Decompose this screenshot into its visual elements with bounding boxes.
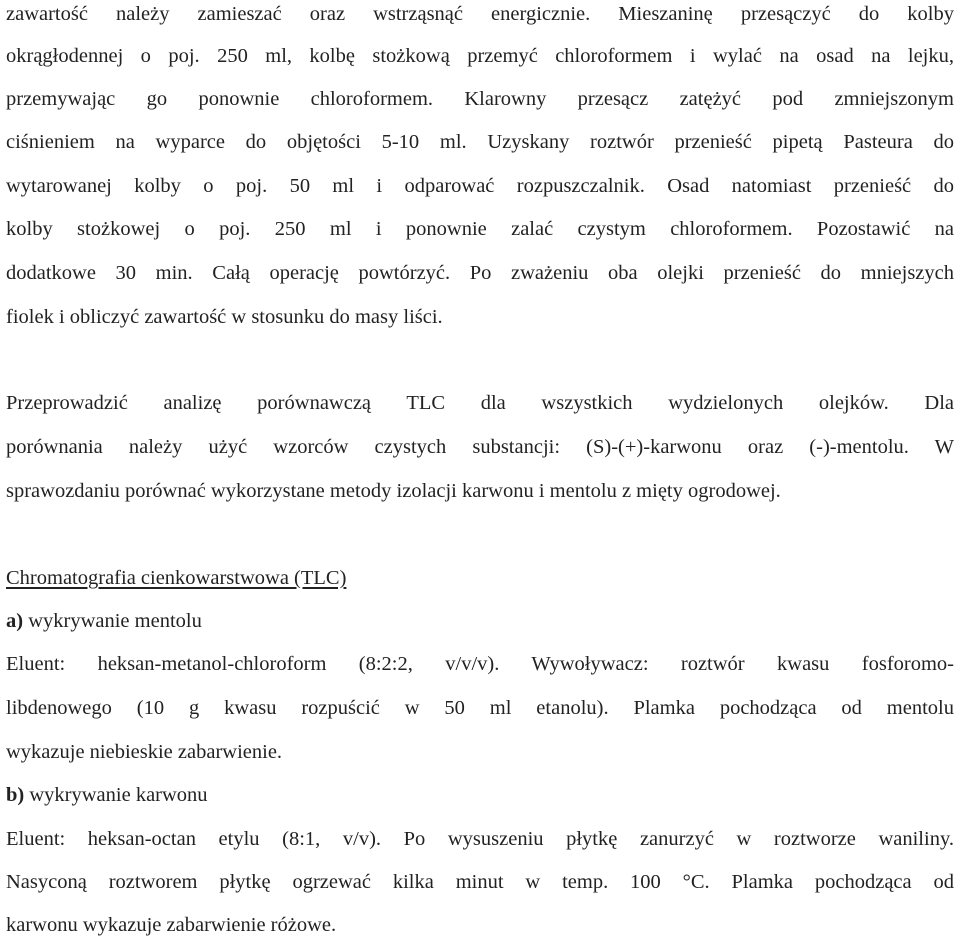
text-line: wykazuje niebieskie zabarwienie. [6,741,283,763]
text-line: fiolek i obliczyć zawartość w stosunku do masy liści. [6,306,443,328]
text-line: karwonu wykazuje zabarwienie różowe. [6,914,337,936]
text-line: Nasyconą roztworem płytkę ogrzewać kilka minut w temp. 100 °C. Plamka pochodząca od [6,871,954,893]
item-title: wykrywanie mentolu [23,610,202,632]
text-line: dodatkowe 30 min. Całą operację powtórzyć. Po zważeniu oba olejki przenieść do mniejszych [6,262,954,284]
item-title: wykrywanie karwonu [24,784,208,806]
text-line: libdenowego (10 g kwasu rozpuścić w 50 ml etanolu). Plamka pochodząca od mentolu [6,697,954,719]
text-line: porównania należy użyć wzorców czystych substancji: (S)-(+)-karwonu oraz (-)-mentolu. W [6,436,954,458]
text-line: Przeprowadzić analizę porównawczą TLC dla wszystkich wydzielonych olejków. Dla [6,392,954,414]
text-line: przemywając go ponownie chloroformem. Klarowny przesącz zatężyć pod zmniejszonym [6,88,954,110]
text-line: Eluent: heksan-octan etylu (8:1, v/v). Po wysuszeniu płytkę zanurzyć w roztworze waniliny. [6,828,954,850]
text-line: wytarowanej kolby o poj. 50 ml i odparować rozpuszczalnik. Osad natomiast przenieść do [6,175,954,197]
text-line: kolby stożkowej o poj. 250 ml i ponownie zalać czystym chloroformem. Pozostawić na [6,218,954,240]
section-heading: Chromatografia cienkowarstwowa (TLC) [6,567,347,589]
subsection-heading-a [6,607,954,635]
text-line: ciśnieniem na wyparce do objętości 5-10 ml. Uzyskany roztwór przenieść pipetą Pasteura do [6,131,954,153]
subsection-heading-b [6,781,954,809]
item-label: a) [6,610,24,632]
text-line: Eluent: heksan-metanol-chloroform (8:2:2, v/v/v). Wywoływacz: roztwór kwasu fosforomo- [6,653,954,675]
item-label: b) [6,784,25,806]
text-line: zawartość należy zamieszać oraz wstrząsnąć energicznie. Mieszaninę przesączyć do kolby [6,3,954,25]
text-line: sprawozdaniu porównać wykorzystane metody izolacji karwonu i mentolu z mięty ogrodowej. [6,480,781,502]
text-line: okrągłodennej o poj. 250 ml, kolbę stożkową przemyć chloroformem i wylać na osad na lejku, [6,45,954,67]
